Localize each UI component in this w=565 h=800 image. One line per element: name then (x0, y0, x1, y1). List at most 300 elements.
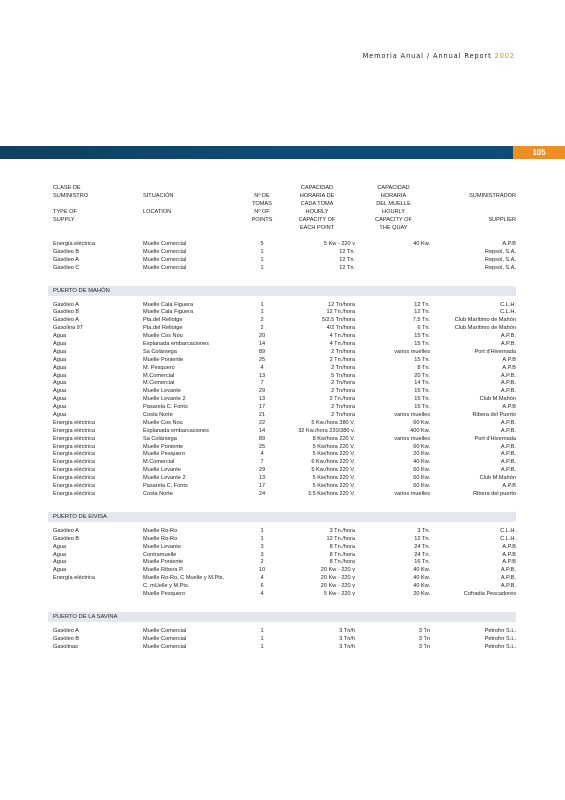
table-cell: Agua (53, 348, 67, 355)
table-cell: Muelle Cos Nou (143, 333, 183, 340)
report-year: 2002 (494, 52, 515, 60)
table-cell: Agua (53, 341, 67, 348)
table-cell: 60 Kw. (413, 483, 430, 490)
table-row (53, 567, 516, 575)
table-cell: 12 Tn./hora (326, 535, 355, 542)
table-cell: 5 Kw/hora 220 V. (312, 443, 355, 450)
table-cell: Club M.Mahón (479, 396, 516, 403)
table-cell: 8 Tn./hora (329, 559, 355, 566)
table-row (53, 412, 516, 420)
table-cell: Muelle Ro-Ro, C Muelle y M.Pts. (143, 575, 225, 582)
column-header-line: SUPPLIER (488, 216, 516, 223)
table-cell: Gasóleo A (53, 527, 79, 534)
table-cell: Energía eléctrica (53, 459, 95, 466)
table-cell: varios muelles (394, 490, 430, 497)
table-cell: Muelle Comercial (143, 627, 187, 634)
table-cell: A.P.B. (500, 575, 516, 582)
table-cell: 13 (258, 372, 266, 379)
table-cell: 20 Kw. (413, 451, 430, 458)
table-cell: Petrofor S.L. (484, 627, 516, 634)
column-header-line (249, 185, 275, 193)
table-cell: A.P.B. (500, 388, 516, 395)
table-cell: Agua (53, 559, 67, 566)
table-row (53, 451, 516, 459)
table-cell: Muelle Poniente (143, 443, 184, 450)
table-cell: 1 (260, 643, 264, 650)
table-cell: Agua (53, 567, 67, 574)
table-cell: Agua (53, 551, 67, 558)
table-cell: 40 Kw. (413, 241, 430, 247)
table-row (53, 420, 516, 428)
column-header-line: LOCATION (143, 208, 172, 215)
table-cell: Energía eléctrica (53, 443, 95, 450)
table-cell: Gasóleo C (53, 264, 80, 271)
table-cell: Gasóleo A (53, 301, 79, 308)
column-header-line: DEL MUELLE (376, 200, 411, 207)
table-cell: A.P.B (502, 241, 516, 247)
group-gap (53, 273, 516, 283)
table-cell: 2 Tn/hora (331, 412, 355, 419)
table-cell: 60 Kw. (413, 467, 430, 474)
table-cell: Repsol, S.A. (484, 264, 516, 271)
table-cell: 89 (258, 348, 266, 355)
table-cell: C.L.H. (500, 535, 516, 542)
table-cell: Energía eléctrica (53, 435, 95, 442)
table-cell: Petrofor S.L. (484, 643, 516, 650)
table-cell: Muelle Comercial (143, 241, 187, 247)
table-cell: Agua (53, 543, 67, 550)
table-cell: 20 Kw - 220 v (320, 575, 355, 582)
table-cell: A.P.B (502, 483, 516, 490)
table-cell: Pta.del Rellotge (143, 317, 183, 324)
table-cell: Gasóleo B (53, 248, 80, 255)
table-cell: 3 Tn (418, 635, 430, 642)
table-cell: Energía eléctrica (53, 475, 95, 482)
column-header-line: CAPACITY OF (375, 216, 412, 223)
report-title (363, 52, 515, 60)
table-cell: 5 Kw/hora 220 V. (312, 451, 355, 458)
table-cell: 24 Tn. (414, 551, 430, 558)
column-header-line: EACH POINT (299, 224, 335, 231)
column-header-c5 (357, 185, 430, 232)
group-gap (53, 599, 516, 609)
table-cell: Agua (53, 396, 67, 403)
column-header-line: THE QUAY (379, 224, 408, 231)
column-header-line: CAPACITY OF (298, 216, 336, 223)
table-cell: 2 (260, 559, 264, 566)
table-row (53, 583, 516, 591)
table-cell: A.P.B (502, 364, 516, 371)
table-cell: Pasarela C. Fonts (143, 483, 188, 490)
supply-table (53, 185, 516, 652)
table-row (53, 483, 516, 491)
table-cell: 24 (258, 490, 266, 497)
table-cell: Muelle Cala Figuera (143, 301, 194, 308)
column-header-line: TOMAS (252, 200, 272, 207)
table-cell: 1 (260, 527, 264, 534)
table-cell: 22 (258, 419, 266, 426)
table-row (53, 436, 516, 444)
table-cell: Repsol, S.A. (484, 248, 516, 255)
table-cell: Muelle Levante (143, 543, 181, 550)
table-cell: A.P.B (502, 356, 516, 363)
column-header-c2 (143, 185, 173, 225)
column-header-line: HOURLY (305, 208, 329, 215)
column-header-c4 (279, 185, 355, 232)
column-header-line (433, 209, 516, 217)
table-cell: Repsol, S.A. (484, 256, 516, 263)
table-cell: 12 Tn. (339, 264, 355, 271)
table-cell: 1 (260, 256, 264, 263)
column-header-line: TYPE OF (53, 208, 77, 215)
page-number: 105 (513, 146, 565, 159)
table-cell: 3 (260, 543, 264, 550)
table-row (53, 444, 516, 452)
table-row (53, 591, 516, 599)
table-cell: 4 (260, 451, 264, 458)
table-cell: Muelle Cala Figuera (143, 309, 194, 316)
table-cell: 2 Tn/hora (331, 364, 355, 371)
table-cell: A.P.B. (500, 467, 516, 474)
table-cell: 8 Tn. (417, 364, 430, 371)
table-cell: Muelle Comercial (143, 635, 187, 642)
table-cell: Agua (53, 372, 67, 379)
table-cell: Petrofor S.L. (484, 635, 516, 642)
table-row (53, 317, 516, 325)
column-header-line: HORARIA (380, 192, 407, 199)
table-cell: 29 (258, 388, 266, 395)
table-cell: Agua (53, 412, 67, 419)
table-cell: 8 Tn./hora (329, 551, 355, 558)
table-cell: Gasóleo B (53, 309, 80, 316)
table-cell: 40 Kw. (413, 583, 430, 590)
table-cell: Agua (53, 333, 67, 340)
table-row (53, 467, 516, 475)
table-cell: 7 (260, 380, 264, 387)
column-header-line: CAPACIDAD (377, 185, 410, 191)
table-cell: 5 Tn/hora (331, 372, 355, 379)
table-cell: 6 Kw./hora 220 V. (311, 459, 355, 466)
table-cell: Sa Colàrsega (143, 348, 177, 355)
table-cell: 2 Tn/hora (331, 388, 355, 395)
table-cell: 14 Tn. (414, 380, 430, 387)
table-cell: 16 Tn. (414, 559, 430, 566)
table-cell: A.P.B. (500, 583, 516, 590)
table-row (53, 644, 516, 652)
table-cell: 3.5 Kw/hora 220 V. (307, 490, 355, 497)
table-row (53, 373, 516, 381)
table-cell: Muelle Comercial (143, 248, 187, 255)
table-cell: 20 Tn. (414, 372, 430, 379)
table-cell: 2 Tn./hora (329, 356, 355, 363)
table-row (53, 309, 516, 317)
section-header: PUERTO DE EIVISA (48, 512, 516, 522)
table-cell: Costa Norte (143, 412, 173, 419)
table-cell: C.L.H. (500, 309, 516, 316)
table-cell: Explanada embarcaciones (143, 341, 209, 348)
table-row (53, 475, 516, 483)
table-row (53, 575, 516, 583)
column-header-line: CLASE DE (53, 185, 81, 191)
table-cell: Energía eléctrica (53, 483, 95, 490)
table-cell: 12 Tn. (414, 301, 430, 308)
table-cell: 40 Kw. (413, 459, 430, 466)
table-cell: 3 Tn. (417, 527, 430, 534)
table-cell: 12 Tn./hora (326, 309, 355, 316)
table-cell: 2 Tn/hora (331, 348, 355, 355)
table-cell: 14 (258, 341, 266, 348)
table-row (53, 325, 516, 333)
table-cell: Muelle Ro-Ro (143, 535, 178, 542)
table-cell: Gasóleo A (53, 317, 79, 324)
table-cell: A.P.B. (500, 443, 516, 450)
table-cell: 17 (258, 404, 266, 411)
table-cell: 2 Tn/hora (331, 380, 355, 387)
table-cell: 12 Tn. (414, 309, 430, 316)
table-cell: varios muelles (394, 412, 430, 419)
table-cell: 12 Tn. (414, 535, 430, 542)
table-cell: Muelle Ro-Ro (143, 527, 178, 534)
table-cell: Ribera del puerto (473, 490, 516, 497)
table-cell: 15 Tn. (414, 356, 430, 363)
table-row (53, 536, 516, 544)
table-cell: 7.5 Tn. (412, 317, 430, 324)
table-cell: 2 (260, 325, 264, 332)
table-cell: 20 (258, 333, 266, 340)
table-cell: Energía eléctrica (53, 427, 95, 434)
table-cell: 40 Kw. (413, 567, 430, 574)
table-cell: 4 (260, 590, 264, 597)
table-cell: Gasóleo B (53, 535, 80, 542)
table-cell: Agua (53, 388, 67, 395)
column-header-line: CADA TOMA (300, 200, 334, 207)
table-row (53, 528, 516, 536)
table-row (53, 428, 516, 436)
table-cell: Cofradia Pescadores (463, 590, 516, 597)
table-cell: Gasóleo A (53, 627, 79, 634)
table-cell: Muelle Comercial (143, 264, 187, 271)
table-cell: Gasolina 97 (53, 325, 83, 332)
table-row (53, 380, 516, 388)
table-cell: 8 Tn./hora (329, 543, 355, 550)
column-header-line (143, 201, 173, 209)
table-cell: 40 Kw. (413, 575, 430, 582)
table-cell: M.Comercial (143, 459, 175, 466)
table-cell: 60 Kw. (413, 443, 430, 450)
table-cell: Contramuelle (143, 551, 177, 558)
table-cell: Energía eléctrica (53, 451, 95, 458)
table-cell: 25 (258, 443, 266, 450)
table-cell: Agua (53, 380, 67, 387)
table-row (53, 559, 516, 567)
table-row (53, 357, 516, 365)
table-row (53, 388, 516, 396)
table-body (53, 241, 516, 652)
column-header-c3 (249, 185, 275, 225)
table-cell: Muelle Poniente (143, 356, 184, 363)
table-cell: A.P.B. (500, 459, 516, 466)
table-cell: 89 (258, 435, 266, 442)
table-cell: Energía eléctrica (53, 490, 95, 497)
table-cell: A.P.B. (500, 427, 516, 434)
table-cell: Energía eléctrica (53, 419, 95, 426)
table-cell: 12 Tn/hora (328, 301, 355, 308)
table-row (53, 459, 516, 467)
table-cell: 1 (260, 264, 264, 271)
table-cell: A.P.B. (500, 333, 516, 340)
table-cell: Agua (53, 356, 67, 363)
table-cell: 3 Tn./hora (329, 527, 355, 534)
table-cell: 20 Kw. (413, 590, 430, 597)
column-header-line: Nº DE (254, 192, 270, 199)
column-header-line (433, 201, 516, 209)
table-cell: 10 (258, 567, 266, 574)
table-cell: 1 (260, 309, 264, 316)
table-cell: Muelle Pesquero (143, 590, 185, 597)
column-header-line: POINTS (251, 216, 273, 223)
table-cell: 15 Tn. (414, 396, 430, 403)
table-cell: Ribera del Puerto (472, 412, 516, 419)
table-cell: C.L.H. (500, 301, 516, 308)
table-cell: Explanada embarcaciones (143, 427, 209, 434)
table-cell: 20 Kw - 220 v (320, 567, 355, 574)
table-cell: Energía eléctrica (53, 467, 95, 474)
table-cell: Costa Norte (143, 490, 173, 497)
table-row (53, 491, 516, 499)
table-row (53, 302, 516, 310)
table-cell: 1 (260, 301, 264, 308)
table-cell: 3 Tn/h (339, 643, 355, 650)
table-cell: varios muelles (394, 435, 430, 442)
table-cell: 60 Kw. (413, 419, 430, 426)
table-row (53, 404, 516, 412)
table-row (53, 341, 516, 349)
column-header-line: SUPPLY (53, 216, 75, 223)
table-cell: 2 Tn/hora (331, 404, 355, 411)
table-cell: 29 (258, 467, 266, 474)
table-row (53, 628, 516, 636)
table-row (53, 544, 516, 552)
table-cell: Gasolinas (53, 643, 78, 650)
table-cell: Energía eléctrica (53, 575, 95, 582)
table-cell: 24 Tn. (414, 543, 430, 550)
table-cell: 7 (260, 459, 264, 466)
table-cell: 4 (260, 575, 264, 582)
table-cell: M.Comercial (143, 380, 175, 387)
table-cell: Club Marítimo de Mahón (454, 325, 516, 332)
table-cell: Pta.del Rellotge (143, 325, 183, 332)
table-cell: 1 (260, 248, 264, 255)
table-cell: Muelle Comercial (143, 643, 187, 650)
table-cell: A.P.B. (500, 567, 516, 574)
column-header-line (53, 201, 88, 209)
table-header (53, 185, 516, 241)
table-cell: 15 Tn. (414, 341, 430, 348)
table-cell: Muelle Levante (143, 388, 181, 395)
column-header-line: HORARIA DE (299, 192, 335, 199)
table-cell: 4 (260, 364, 264, 371)
table-cell: 3 Tn (418, 643, 430, 650)
table-cell: 15 Tn. (414, 404, 430, 411)
table-cell: A.P.B. (500, 341, 516, 348)
table-cell: 25 (258, 356, 266, 363)
table-cell: Gasóleo A (53, 256, 79, 263)
column-header-line: Nº OF (254, 208, 270, 215)
group-gap (53, 499, 516, 509)
table-row (53, 257, 516, 265)
section-header: PUERTO DE LA SAVINA (48, 612, 516, 622)
table-cell: 3 Tn/h (339, 627, 355, 634)
table-cell: C. mUelle y M.Pts. (143, 583, 190, 590)
table-cell: 15 Tn. (414, 333, 430, 340)
table-cell: Muelle Levante (143, 467, 181, 474)
column-header-line (143, 217, 173, 225)
table-cell: Muelle Levante 2 (143, 475, 186, 482)
table-row (53, 265, 516, 273)
table-cell: 14 (258, 427, 266, 434)
table-cell: 5 Kw./hora 220 V. (311, 467, 355, 474)
table-cell: Sa Colàrsega (143, 435, 177, 442)
column-header-line (143, 185, 173, 193)
table-cell: Energía eléctrica (53, 241, 95, 247)
table-row (53, 396, 516, 404)
table-cell: M.Comercial (143, 372, 175, 379)
column-header-c6 (433, 185, 516, 225)
table-cell: 400 Kw. (410, 427, 430, 434)
table-cell: 12 Tn. (339, 248, 355, 255)
table-cell: Port d'Hivernada (474, 348, 516, 355)
table-row (53, 241, 516, 249)
table-cell: Muelle Ribera P. (143, 567, 184, 574)
table-cell: Port d'Hivernada (474, 435, 516, 442)
table-row (53, 349, 516, 357)
table-cell: 3 (260, 551, 264, 558)
table-cell: 15 Tn. (414, 388, 430, 395)
table-cell: Agua (53, 364, 67, 371)
table-cell: Muelle Comercial (143, 256, 187, 263)
table-cell: 1 (260, 627, 264, 634)
table-cell: 3 Tn/h (339, 635, 355, 642)
table-cell: 2 (260, 317, 264, 324)
table-cell: A.P.B. (500, 451, 516, 458)
table-cell: Muelle Cos Nou (143, 419, 183, 426)
table-cell: 20 Kw - 220 v (320, 583, 355, 590)
table-cell: Muelle Pesquero (143, 451, 185, 458)
table-cell: A.P.B. (500, 419, 516, 426)
table-cell: 4 Tn./hora (329, 341, 355, 348)
table-row (53, 552, 516, 560)
column-header-line: CAPACIDAD (300, 185, 334, 191)
table-cell: A.P.B (502, 559, 516, 566)
table-cell: 12 Tn. (339, 256, 355, 263)
table-cell: Muelle Levante 2 (143, 396, 186, 403)
table-cell: varios muelles (394, 348, 430, 355)
table-cell: 4 Tn./hora (329, 333, 355, 340)
column-header-line: SUMINISTRADOR (469, 192, 516, 199)
table-cell: Pasarela C. Fonts (143, 404, 188, 411)
table-cell: A.P.B. (500, 372, 516, 379)
table-cell: 21 (258, 412, 266, 419)
table-cell: A.P.B. (500, 380, 516, 387)
table-cell: Muelle Poniente (143, 559, 184, 566)
table-cell: 17 (258, 483, 266, 490)
table-row (53, 636, 516, 644)
table-cell: 3 Tn (418, 627, 430, 634)
table-cell: C.L.H. (500, 527, 516, 534)
table-cell: 4/2 Tn/hora (326, 325, 355, 332)
table-cell: A.P.B (502, 551, 516, 558)
column-header-c1 (53, 185, 88, 225)
